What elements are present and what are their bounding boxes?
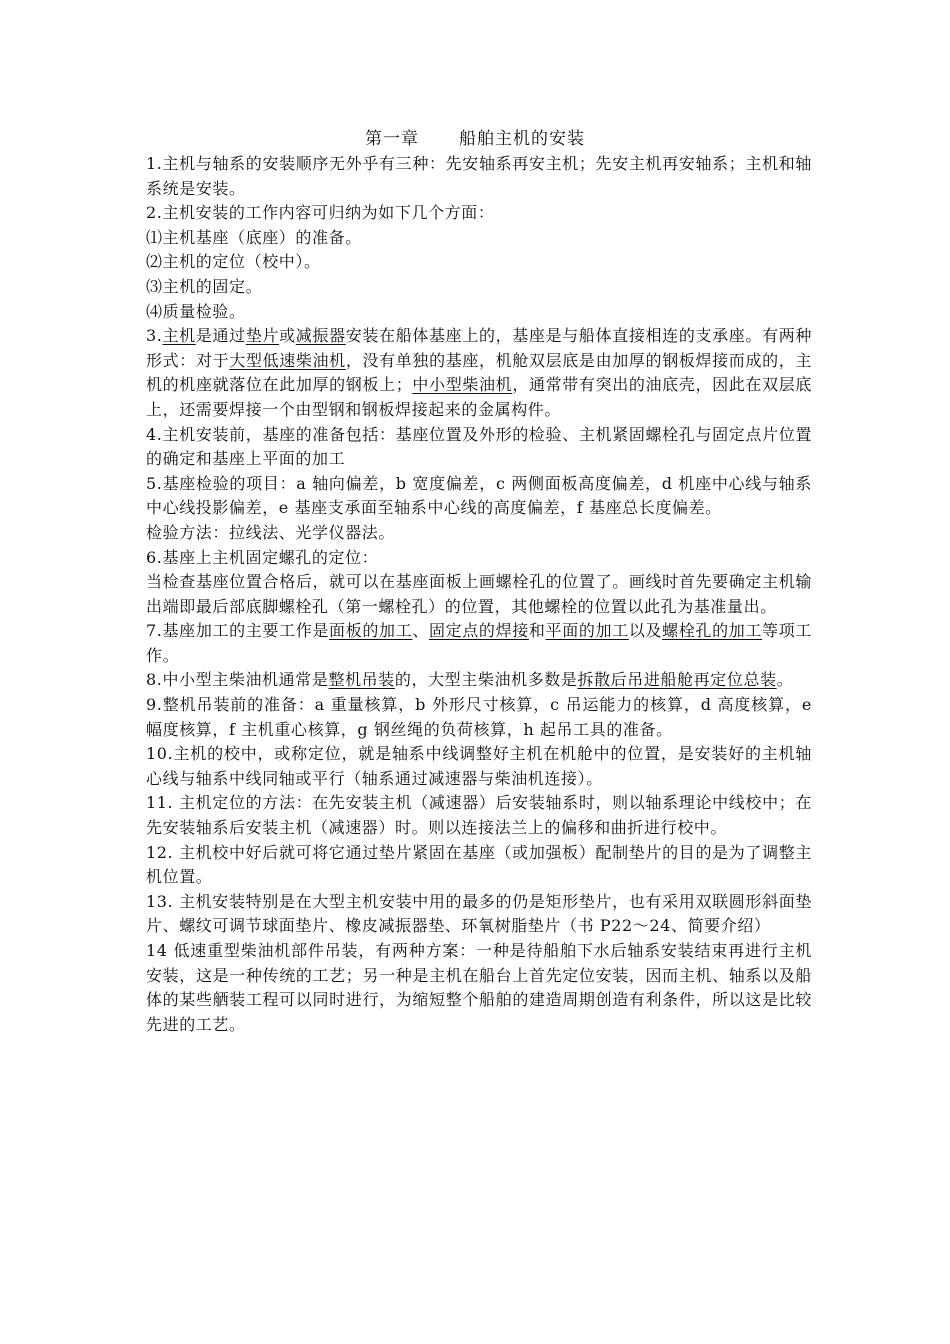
underlined-term: 整机吊装: [328, 670, 395, 690]
paragraph-p15: [146, 693, 812, 742]
text-segment: 13. 主机安装特别是在大型主机安装中用的最多的仍是矩形垫片，也有采用双联圆形斜面垫片、螺纹可调节球面垫片、橡皮减振器垫、环氧树脂垫片（书 P22～24、简要介绍）: [146, 891, 812, 936]
text-segment: 当检查基座位置合格后，就可以在基座面板上画螺栓孔的位置了。画线时首先要确定主机输出端即最后部底脚螺栓孔（第一螺栓孔）的位置，其他螺栓的位置以此孔为基准量出。: [146, 572, 812, 616]
text-segment: ⑶主机的固定。: [146, 276, 263, 296]
text-segment: 9.整机吊装前的准备：a 重量核算，b 外形尺寸核算，c 吊运能力的核算，d 高度核算，e 幅度核算，f 主机重心核算，g 钢丝绳的负荷核算，h 起吊工具的准备。: [146, 695, 812, 739]
text-segment: ⑷质量检验。: [146, 301, 246, 321]
paragraph-p16: [146, 742, 812, 791]
underlined-term: 中小型柴油机: [412, 375, 513, 395]
paragraph-p13: [146, 619, 812, 668]
text-segment: 、: [412, 621, 429, 641]
paragraph-p17: [146, 791, 812, 840]
text-segment: 3.: [146, 326, 163, 346]
text-segment: 2.主机安装的工作内容可归纳为如下几个方面：: [146, 203, 495, 223]
underlined-term: 面板的加工: [329, 621, 413, 641]
text-segment: 1.主机与轴系的安装顺序无外乎有三种：先安轴系再安主机；先安主机再安轴系；主机和轴系统是安装。: [146, 154, 812, 198]
chapter-number: 第一章: [365, 129, 419, 149]
underlined-term: 主机: [162, 326, 196, 346]
paragraph-p18: [146, 841, 812, 890]
text-segment: ，没有单独的基座，机舱双层底是由加厚的钢板焊接而成的，主机的机座就落位在此加厚的钢板上；: [146, 350, 812, 395]
text-segment: 4.主机安装前，基座的准备包括：基座位置及外形的检验、主机紧固螺栓孔与固定点片位置的确定和基座上平面的加工: [146, 424, 812, 469]
paragraph-p8: [146, 423, 812, 472]
underlined-term: 固定点的焊接: [428, 621, 529, 641]
paragraph-p11: [146, 546, 812, 571]
underlined-term: 减振器: [295, 326, 346, 346]
text-segment: 11. 主机定位的方法：在先安装主机（减速器）后安装轴系时，则以轴系理论中线校中；在先安装轴系后安装主机（减速器）时。则以连接法兰上的偏移和曲折进行校中。: [146, 793, 812, 838]
document-body: [146, 152, 812, 1037]
text-segment: 是通过: [195, 326, 246, 346]
text-segment: 安装在船体基座上的，基座是与船体直接相连的支承座。有两种形式：对于: [146, 326, 812, 370]
paragraph-p14: [146, 668, 812, 693]
page-title: [0, 124, 950, 149]
paragraph-p6: [146, 300, 812, 325]
text-segment: 5.基座检验的项目：a 轴向偏差，b 宽度偏差，c 两侧面板高度偏差，d 机座中心线与轴系中心线投影偏差，e 基座支承面至轴系中心线的高度偏差，f 基座总长度偏差。: [146, 473, 812, 518]
paragraph-p12: [146, 570, 812, 619]
text-segment: 或: [279, 326, 296, 346]
paragraph-p19: [146, 890, 812, 939]
paragraph-p4: [146, 250, 812, 275]
underlined-term: 大型低速柴油机: [229, 350, 346, 370]
text-segment: 。: [776, 670, 794, 690]
text-segment: 10.主机的校中，或称定位，就是轴系中线调整好主机在机舱中的位置，是安装好的主机轴心线与轴系中线同轴或平行（轴系通过减速器与柴油机连接）。: [146, 744, 812, 788]
text-segment: 14 低速重型柴油机部件吊装，有两种方案：一种是待船舶下水后轴系安装结束再进行主机安装，这是一种传统的工艺；另一种是主机在船台上首先定位安装，因而主机、轴系以及船体的某些舾装工程可以同时进行，为缩短整个船舶的建造周期创造有利条件，所以这是比较先进的工艺。: [146, 941, 812, 1034]
underlined-term: 拆散后吊进船舱再定位总装: [577, 670, 777, 690]
text-segment: 等项工作。: [146, 621, 812, 665]
text-segment: ，通常带有突出的油底壳，因此在双层底上，还需要焊接一个由型钢和钢板焊接起来的金属构件。: [146, 375, 812, 419]
paragraph-p5: [146, 275, 812, 300]
text-segment: 检验方法：拉线法、光学仪器法。: [146, 522, 396, 542]
chapter-title: 船舶主机的安装: [459, 129, 585, 149]
text-segment: 8.中小型主柴油机通常是: [146, 670, 329, 690]
paragraph-p7: [146, 324, 812, 422]
text-segment: 7.基座加工的主要工作是: [146, 621, 330, 641]
text-segment: 和: [528, 621, 546, 641]
paragraph-p2: [146, 201, 812, 226]
text-segment: 12. 主机校中好后就可将它通过垫片紧固在基座（或加强板）配制垫片的目的是为了调整主机位置。: [146, 842, 812, 887]
paragraph-p10: [146, 521, 812, 546]
underlined-term: 平面的加工: [545, 621, 629, 641]
paragraph-p20: [146, 939, 812, 1037]
underlined-term: 垫片: [245, 326, 280, 346]
text-segment: ⑵主机的定位（校中）。: [146, 252, 321, 272]
text-segment: 以及: [628, 621, 663, 641]
paragraph-p9: [146, 472, 812, 521]
underlined-term: 螺栓孔的加工: [662, 621, 763, 641]
text-segment: ⑴主机基座（底座）的准备。: [146, 227, 362, 247]
paragraph-p3: [146, 226, 812, 251]
paragraph-p1: [146, 152, 812, 201]
text-segment: 的，大型主柴油机多数是: [394, 670, 578, 690]
text-segment: 6.基座上主机固定螺孔的定位：: [146, 547, 379, 567]
